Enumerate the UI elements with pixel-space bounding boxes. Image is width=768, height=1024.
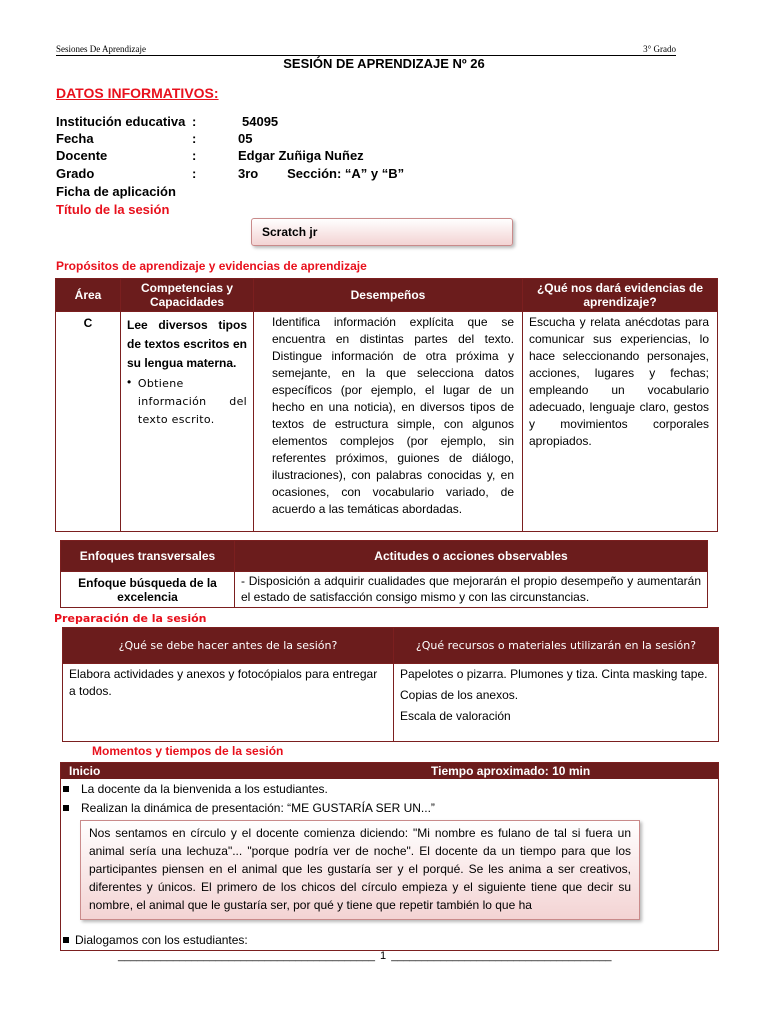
footer-line-right: ____________________________________ xyxy=(391,950,612,962)
inicio-bullet xyxy=(63,782,328,796)
momentos-heading: Momentos y tiempos de la sesión xyxy=(92,744,284,758)
col-header-antes: ¿Qué se debe hacer antes de la sesión? xyxy=(63,628,394,664)
capacidad-text: Obtiene información del texto escrito. xyxy=(137,377,247,426)
actitud-cell: - Disposición a adquirir cualidades que mejorarán el propio desempeño y aumentarán el estado de satisfacción consigo mismo y con las circunstancias. xyxy=(235,572,708,608)
square-bullet-icon xyxy=(63,786,69,792)
session-title-box: Scratch jr xyxy=(251,218,513,246)
area-cell: C xyxy=(56,312,121,532)
header-right-text: 3° Grado xyxy=(643,44,676,54)
bullet-dot-icon: • xyxy=(127,375,132,389)
recurso-item: Copias de los anexos. xyxy=(400,688,519,702)
page-footer xyxy=(118,950,648,962)
dinamica-textbox: Nos sentamos en círculo y el docente comienza diciendo: "Mi nombre es fulano de tal si fuera un animal sería una lechuza"... "porque podría ver de noche". El docente da un tiempo para que los participantes piensen en el animal que les gustaría ser y el porqué. Se les anima a ser creativos, diferentes y únicos. El primero de los chicos del círculo empieza y el siguiente tiene que decir su nombre, el animal que le gustaría ser, por qué y tiene que repetir también lo que ha xyxy=(80,820,640,920)
inicio-tiempo: Tiempo aproximado: 10 min xyxy=(431,764,591,778)
info-label-fecha: Fecha xyxy=(56,131,94,146)
info-value-fecha: 05 xyxy=(238,131,253,146)
antes-cell: Elabora actividades y anexos y fotocópialos para entregar a todos. xyxy=(63,664,394,742)
info-value-grado: 3ro Sección: “A” y “B” xyxy=(238,166,405,181)
bullet-text: Realizan la dinámica de presentación: “ME GUSTARÍA SER UN...” xyxy=(81,801,435,815)
col-header-recursos: ¿Qué recursos o materiales utilizarán en la sesión? xyxy=(394,628,719,664)
square-bullet-icon xyxy=(63,937,69,943)
square-bullet-icon xyxy=(63,805,69,811)
momentos-panel xyxy=(60,762,719,951)
recurso-item: Papelotes o pizarra. Plumones y tiza. Cinta masking tape. xyxy=(400,667,708,681)
info-label-docente: Docente xyxy=(56,148,108,163)
inicio-bullet xyxy=(63,933,248,947)
inicio-bullet xyxy=(63,801,435,815)
evidencias-cell: Escucha y relata anécdotas para comunicar sus experiencias, lo hace seleccionando personajes, acciones, lugares y fechas; empleando un vocabulario adecuado, lenguaje claro, gestos y movimientos corporales apropiados. xyxy=(523,312,718,532)
propositos-table xyxy=(55,278,718,532)
enfoques-table xyxy=(60,540,708,608)
info-colon: : xyxy=(192,166,197,181)
desempenos-cell: Identifica información explícita que se encuentra en distintas partes del texto. Distingue información de otra próxima y semejante, en la que selecciona datos específicos (por ejemplo, el lugar de un hecho en una noticia), en diversos tipos de textos de estructura simple, con algunos elementos complejos (por ejemplo, sin referentes próximos, guiones de diálogo, ilustraciones), con palabras conocidas y, en ocasiones, con vocabulario variado, de acuerdo a las temáticas abordadas. xyxy=(254,312,523,532)
info-label-institucion: Institución educativa xyxy=(56,114,186,129)
bullet-text: La docente da la bienvenida a los estudiantes. xyxy=(81,782,328,796)
capacidad-item xyxy=(127,375,247,429)
col-header-competencias: Competencias y Capacidades xyxy=(121,279,254,312)
col-header-enfoques: Enfoques transversales xyxy=(61,541,235,572)
inicio-label: Inicio xyxy=(69,764,101,778)
preparacion-heading: Preparación de la sesión xyxy=(54,612,207,625)
header-left-text: Sesiones De Aprendizaje xyxy=(56,44,146,54)
competencias-cell xyxy=(121,312,254,532)
bullet-text: Dialogamos con los estudiantes: xyxy=(75,933,248,947)
col-header-actitudes: Actitudes o acciones observables xyxy=(235,541,708,572)
footer-line-left: __________________________________________ xyxy=(118,950,375,962)
session-title-label: Título de la sesión xyxy=(56,202,170,217)
page-title: SESIÓN DE APRENDIZAJE Nº 26 xyxy=(283,56,485,71)
col-header-evidencias: ¿Qué nos dará evidencias de aprendizaje? xyxy=(523,279,718,312)
competencia-text: Lee diversos tipos de textos escritos en su lengua materna. xyxy=(127,318,247,370)
datos-heading: DATOS INFORMATIVOS: xyxy=(56,85,219,101)
recursos-cell xyxy=(394,664,719,742)
info-label-grado: Grado xyxy=(56,166,95,181)
col-header-area: Área xyxy=(56,279,121,312)
info-colon: : xyxy=(192,148,197,163)
info-label-ficha: Ficha de aplicación xyxy=(56,184,176,199)
info-colon: : xyxy=(192,114,197,129)
inicio-header-bar xyxy=(61,763,718,779)
info-value-institucion: 54095 xyxy=(242,114,279,129)
preparacion-table xyxy=(62,627,719,742)
page-number: 1 xyxy=(380,950,387,962)
recurso-item: Escala de valoración xyxy=(400,709,511,723)
col-header-desempenos: Desempeños xyxy=(254,279,523,312)
enfoque-cell: Enfoque búsqueda de la excelencia xyxy=(61,572,235,608)
info-value-docente: Edgar Zuñiga Nuñez xyxy=(238,148,364,163)
info-colon: : xyxy=(192,131,197,146)
propositos-heading: Propósitos de aprendizaje y evidencias de aprendizaje xyxy=(56,259,367,273)
